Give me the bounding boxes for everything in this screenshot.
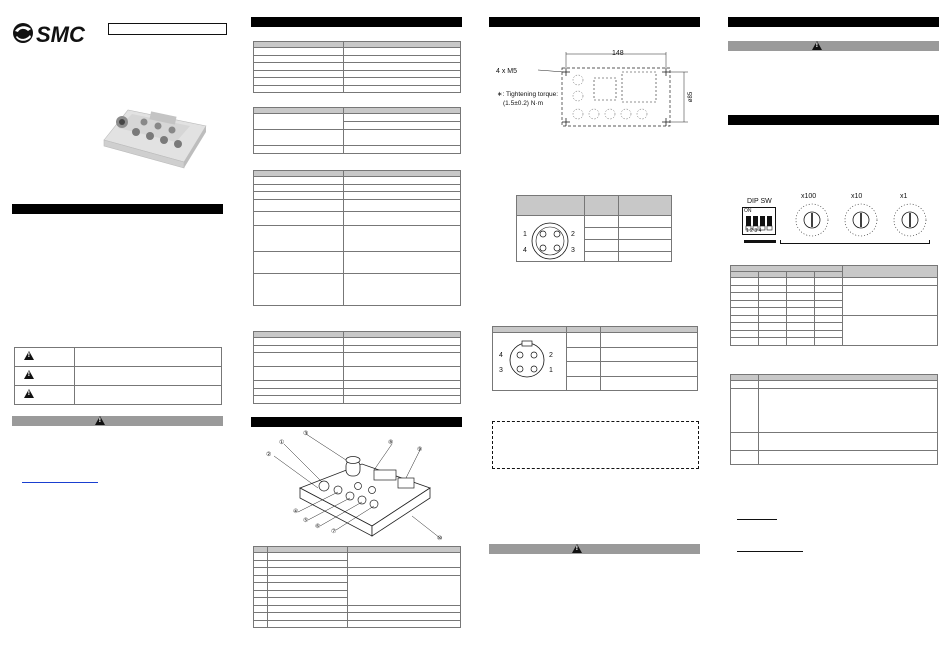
x100-label: x100 — [801, 193, 817, 200]
dip-numbers: 1 2 3 4 — [746, 228, 762, 234]
switch-bracket — [780, 240, 930, 244]
rotary-switch-x100[interactable] — [794, 202, 830, 238]
settings-header-bar — [728, 17, 939, 27]
parts-header-bar — [251, 417, 462, 427]
c1-pin1: 1 — [523, 231, 527, 238]
connector-2-pinout — [507, 338, 547, 382]
document-number-box — [108, 23, 227, 35]
callout-10: ⑩ — [437, 536, 443, 542]
danger-icon — [24, 351, 34, 360]
callout-1: ① — [279, 440, 285, 446]
spec-table-4 — [253, 331, 461, 404]
dip-label: DIP SW — [747, 198, 772, 205]
rotary-switch-x10[interactable] — [843, 202, 879, 238]
c2-pin3: 3 — [499, 367, 503, 374]
x1-label: x1 — [900, 193, 908, 200]
dip-on-label: ON — [744, 208, 752, 214]
connector-1-pinout — [530, 219, 570, 263]
section-header-bar — [12, 204, 223, 214]
c2-pin2: 2 — [549, 352, 553, 359]
dim-height: ø85 — [688, 91, 695, 103]
mounting-header-bar — [489, 17, 700, 27]
website-link[interactable] — [22, 482, 98, 483]
dip-bracket — [744, 240, 776, 243]
callout-4: ④ — [293, 509, 299, 515]
c1-pin3: 3 — [571, 247, 575, 254]
torque-line-2: (1.5±0.2) N·m — [503, 100, 544, 107]
switch-header-bar — [728, 115, 939, 125]
led-table — [730, 374, 938, 465]
spec-table-2 — [253, 107, 461, 154]
product-photo — [98, 92, 210, 170]
safety-levels-table — [14, 347, 222, 405]
note-box — [492, 421, 699, 469]
parts-diagram — [262, 430, 452, 542]
switch-settings-table — [730, 265, 938, 346]
warning-bar-3-icon — [812, 41, 822, 50]
logo-text: SMC — [36, 22, 85, 47]
mounting-dimension-drawing — [490, 50, 700, 130]
c2-pin1: 1 — [549, 367, 553, 374]
dim-width: 148 — [612, 50, 624, 57]
callout-9: ⑨ — [417, 447, 423, 453]
x10-label: x10 — [851, 193, 863, 200]
callout-7: ⑦ — [331, 529, 337, 535]
caution-icon — [24, 389, 34, 398]
callout-2: ② — [266, 452, 272, 458]
c1-pin4: 4 — [523, 247, 527, 254]
warning-icon — [24, 370, 34, 379]
callout-6: ⑥ — [315, 524, 321, 530]
warning-bar-icon — [95, 416, 105, 425]
warning-bar-2-icon — [572, 544, 582, 553]
warning-bar-2 — [489, 544, 700, 554]
callout-3: ③ — [303, 431, 309, 437]
reference-link-1[interactable] — [737, 519, 777, 520]
c1-pin2: 2 — [571, 231, 575, 238]
callout-8: ⑧ — [388, 440, 394, 446]
c2-pin4: 4 — [499, 352, 503, 359]
callout-5: ⑤ — [303, 518, 309, 524]
smc-logo — [12, 18, 100, 48]
spec-table-1 — [253, 41, 461, 93]
parts-table — [253, 546, 461, 628]
spec-header-bar — [251, 17, 462, 27]
warning-bar — [12, 416, 223, 426]
spec-table-3 — [253, 170, 461, 306]
reference-link-2[interactable] — [737, 551, 803, 552]
warning-bar-3 — [728, 41, 939, 51]
rotary-switch-x1[interactable] — [892, 202, 928, 238]
dim-holes: 4 x M5 — [496, 68, 518, 75]
torque-line-1: ∗: Tightening torque: — [497, 91, 559, 98]
